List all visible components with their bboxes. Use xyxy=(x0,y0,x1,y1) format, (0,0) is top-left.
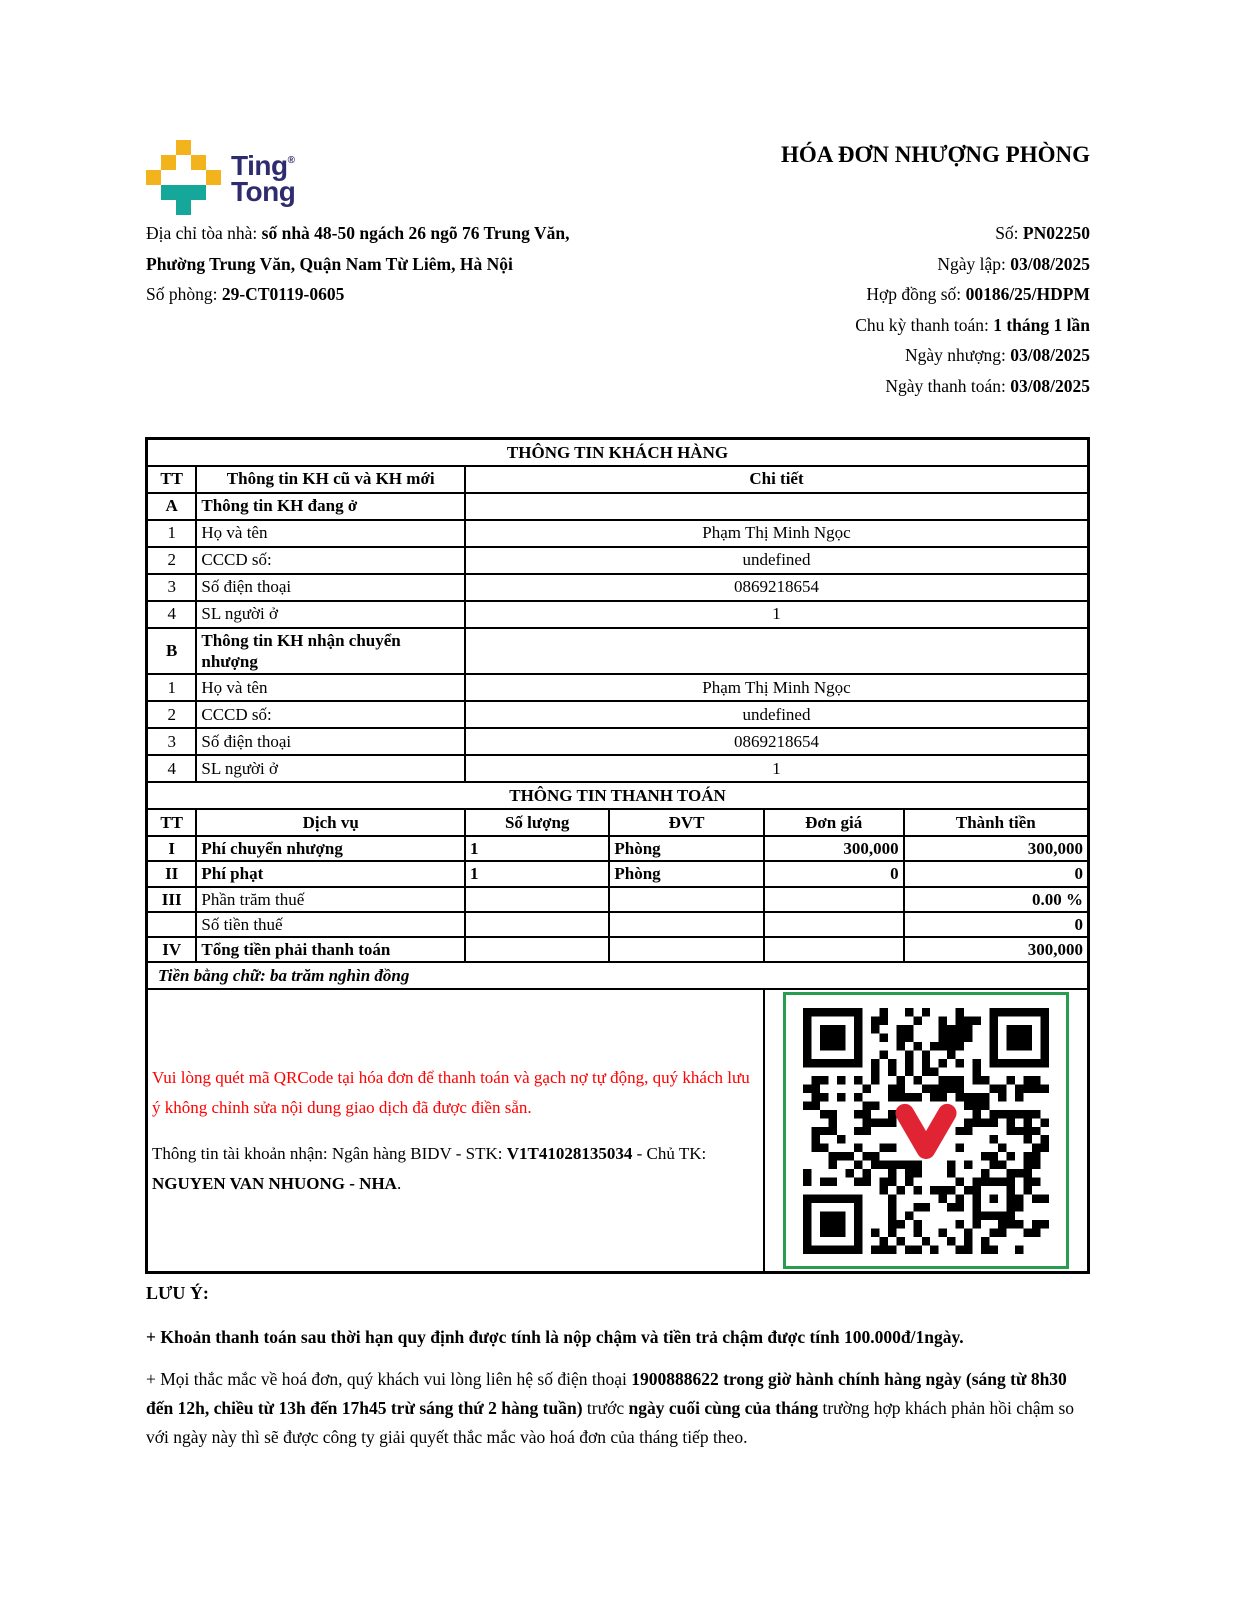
table-row: IV Tổng tiền phải thanh toán 300,000 xyxy=(147,937,1089,962)
table-row: 2 CCCD số: undefined xyxy=(147,547,1089,574)
brand-line2: Tong xyxy=(231,176,296,207)
table-row: 1 Họ và tên Phạm Thị Minh Ngọc xyxy=(147,520,1089,547)
table-row: II Phí phạt 1 Phòng 0 0 xyxy=(147,861,1089,886)
payment-instructions-cell xyxy=(147,989,764,1273)
note-late-payment: + Khoản thanh toán sau thời hạn quy định được tính là nộp chậm và tiền trả chậm được tính 100.000đ/1ngày. xyxy=(146,1327,964,1347)
meta-line-payment-date: Ngày thanh toán: 03/08/2025 xyxy=(885,375,1090,396)
payment-header-row: TT Dịch vụ Số lượng ĐVT Đơn giá Thành tiền xyxy=(147,809,1089,836)
payment-section-title: THÔNG TIN THANH TOÁN xyxy=(147,782,1089,809)
registered-mark: ® xyxy=(287,155,295,166)
brand-line1: Ting xyxy=(231,150,288,181)
qr-code-frame xyxy=(783,992,1069,1269)
table-row: A Thông tin KH đang ở xyxy=(147,493,1089,520)
room-value: 29-CT0119-0605 xyxy=(221,284,345,304)
table-row: 3 Số điện thoại 0869218654 xyxy=(147,574,1089,601)
room-label: Số phòng: xyxy=(146,284,222,304)
qr-warning-text: Vui lòng quét mã QRCode tại hóa đơn để thanh toán và gạch nợ tự động, quý khách lưu ý không chỉnh sửa nội dung giao dịch đã được điền sẵn. xyxy=(152,1067,750,1117)
table-row: III Phần trăm thuế 0.00 % xyxy=(147,887,1089,912)
table-row: 3 Số điện thoại 0869218654 xyxy=(147,728,1089,755)
meta-line-cycle: Chu kỳ thanh toán: 1 tháng 1 lần xyxy=(855,314,1090,335)
amount-in-words-row: Tiền bằng chữ: ba trăm nghìn đồng xyxy=(147,962,1089,989)
address-label: Địa chỉ tòa nhà: xyxy=(146,223,262,243)
meta-line-number: Số: PN02250 xyxy=(995,223,1090,243)
customer-section-title: THÔNG TIN KHÁCH HÀNG xyxy=(147,439,1089,466)
bank-account-info: Thông tin tài khoản nhận: Ngân hàng BIDV - STK: V1T41028135034 - Chủ TK: NGUYEN VAN NHUONG - NHA. xyxy=(152,1143,707,1193)
table-row: I Phí chuyển nhượng 1 Phòng 300,000 300,000 xyxy=(147,836,1089,861)
document-title: HÓA ĐƠN NHƯỢNG PHÒNG xyxy=(780,142,1090,167)
meta-line-issue-date: Ngày lập: 03/08/2025 xyxy=(937,253,1090,274)
address-value-line1: số nhà 48-50 ngách 26 ngõ 76 Trung Văn, xyxy=(261,223,570,243)
customer-header-row: TT Thông tin KH cũ và KH mới Chi tiết xyxy=(147,466,1089,493)
note-hotline: + Mọi thắc mắc về hoá đơn, quý khách vui lòng liên hệ số điện thoại 1900888622 trong giờ hành chính hàng ngày (sáng từ 8h30 đến 12h, chiều từ 13h đến 17h45 trừ sáng thứ 2 hàng tuần) trước ngày cuối cùng của tháng trường hợp khách phản hồi chậm so với ngày này thì sẽ được công ty giải quyết thắc mắc vào hoá đơn của tháng tiếp theo. xyxy=(146,1369,1075,1447)
tingtong-logo-icon xyxy=(146,140,221,215)
tingtong-wordmark xyxy=(231,148,295,215)
footer-notes xyxy=(146,1283,1094,1465)
table-row: 1 Họ và tên Phạm Thị Minh Ngọc xyxy=(147,674,1089,701)
table-row: 4 SL người ở 1 xyxy=(147,601,1089,628)
table-row: 4 SL người ở 1 xyxy=(147,755,1089,782)
table-row: 2 CCCD số: undefined xyxy=(147,701,1089,728)
invoice-table xyxy=(145,437,1090,1274)
meta-line-transfer-date: Ngày nhượng: 03/08/2025 xyxy=(905,345,1090,365)
meta-line-contract: Hợp đồng số: 00186/25/HDPM xyxy=(866,284,1090,304)
invoice-meta-block xyxy=(855,218,1090,401)
table-row: Số tiền thuế 0 xyxy=(147,912,1089,937)
table-row: B Thông tin KH nhận chuyển nhượng xyxy=(147,628,1089,675)
address-value-line2: Phường Trung Văn, Quận Nam Từ Liêm, Hà Nội xyxy=(146,253,513,274)
qr-code-cell xyxy=(764,989,1089,1273)
qr-payment-row xyxy=(147,989,1089,1273)
building-address-block xyxy=(146,218,666,310)
tingtong-logo xyxy=(146,140,295,215)
account-number: V1T41028135034 xyxy=(506,1143,633,1163)
qr-code xyxy=(803,1008,1049,1254)
account-holder: NGUYEN VAN NHUONG - NHA xyxy=(152,1173,397,1193)
notes-title: LƯU Ý: xyxy=(146,1283,209,1303)
